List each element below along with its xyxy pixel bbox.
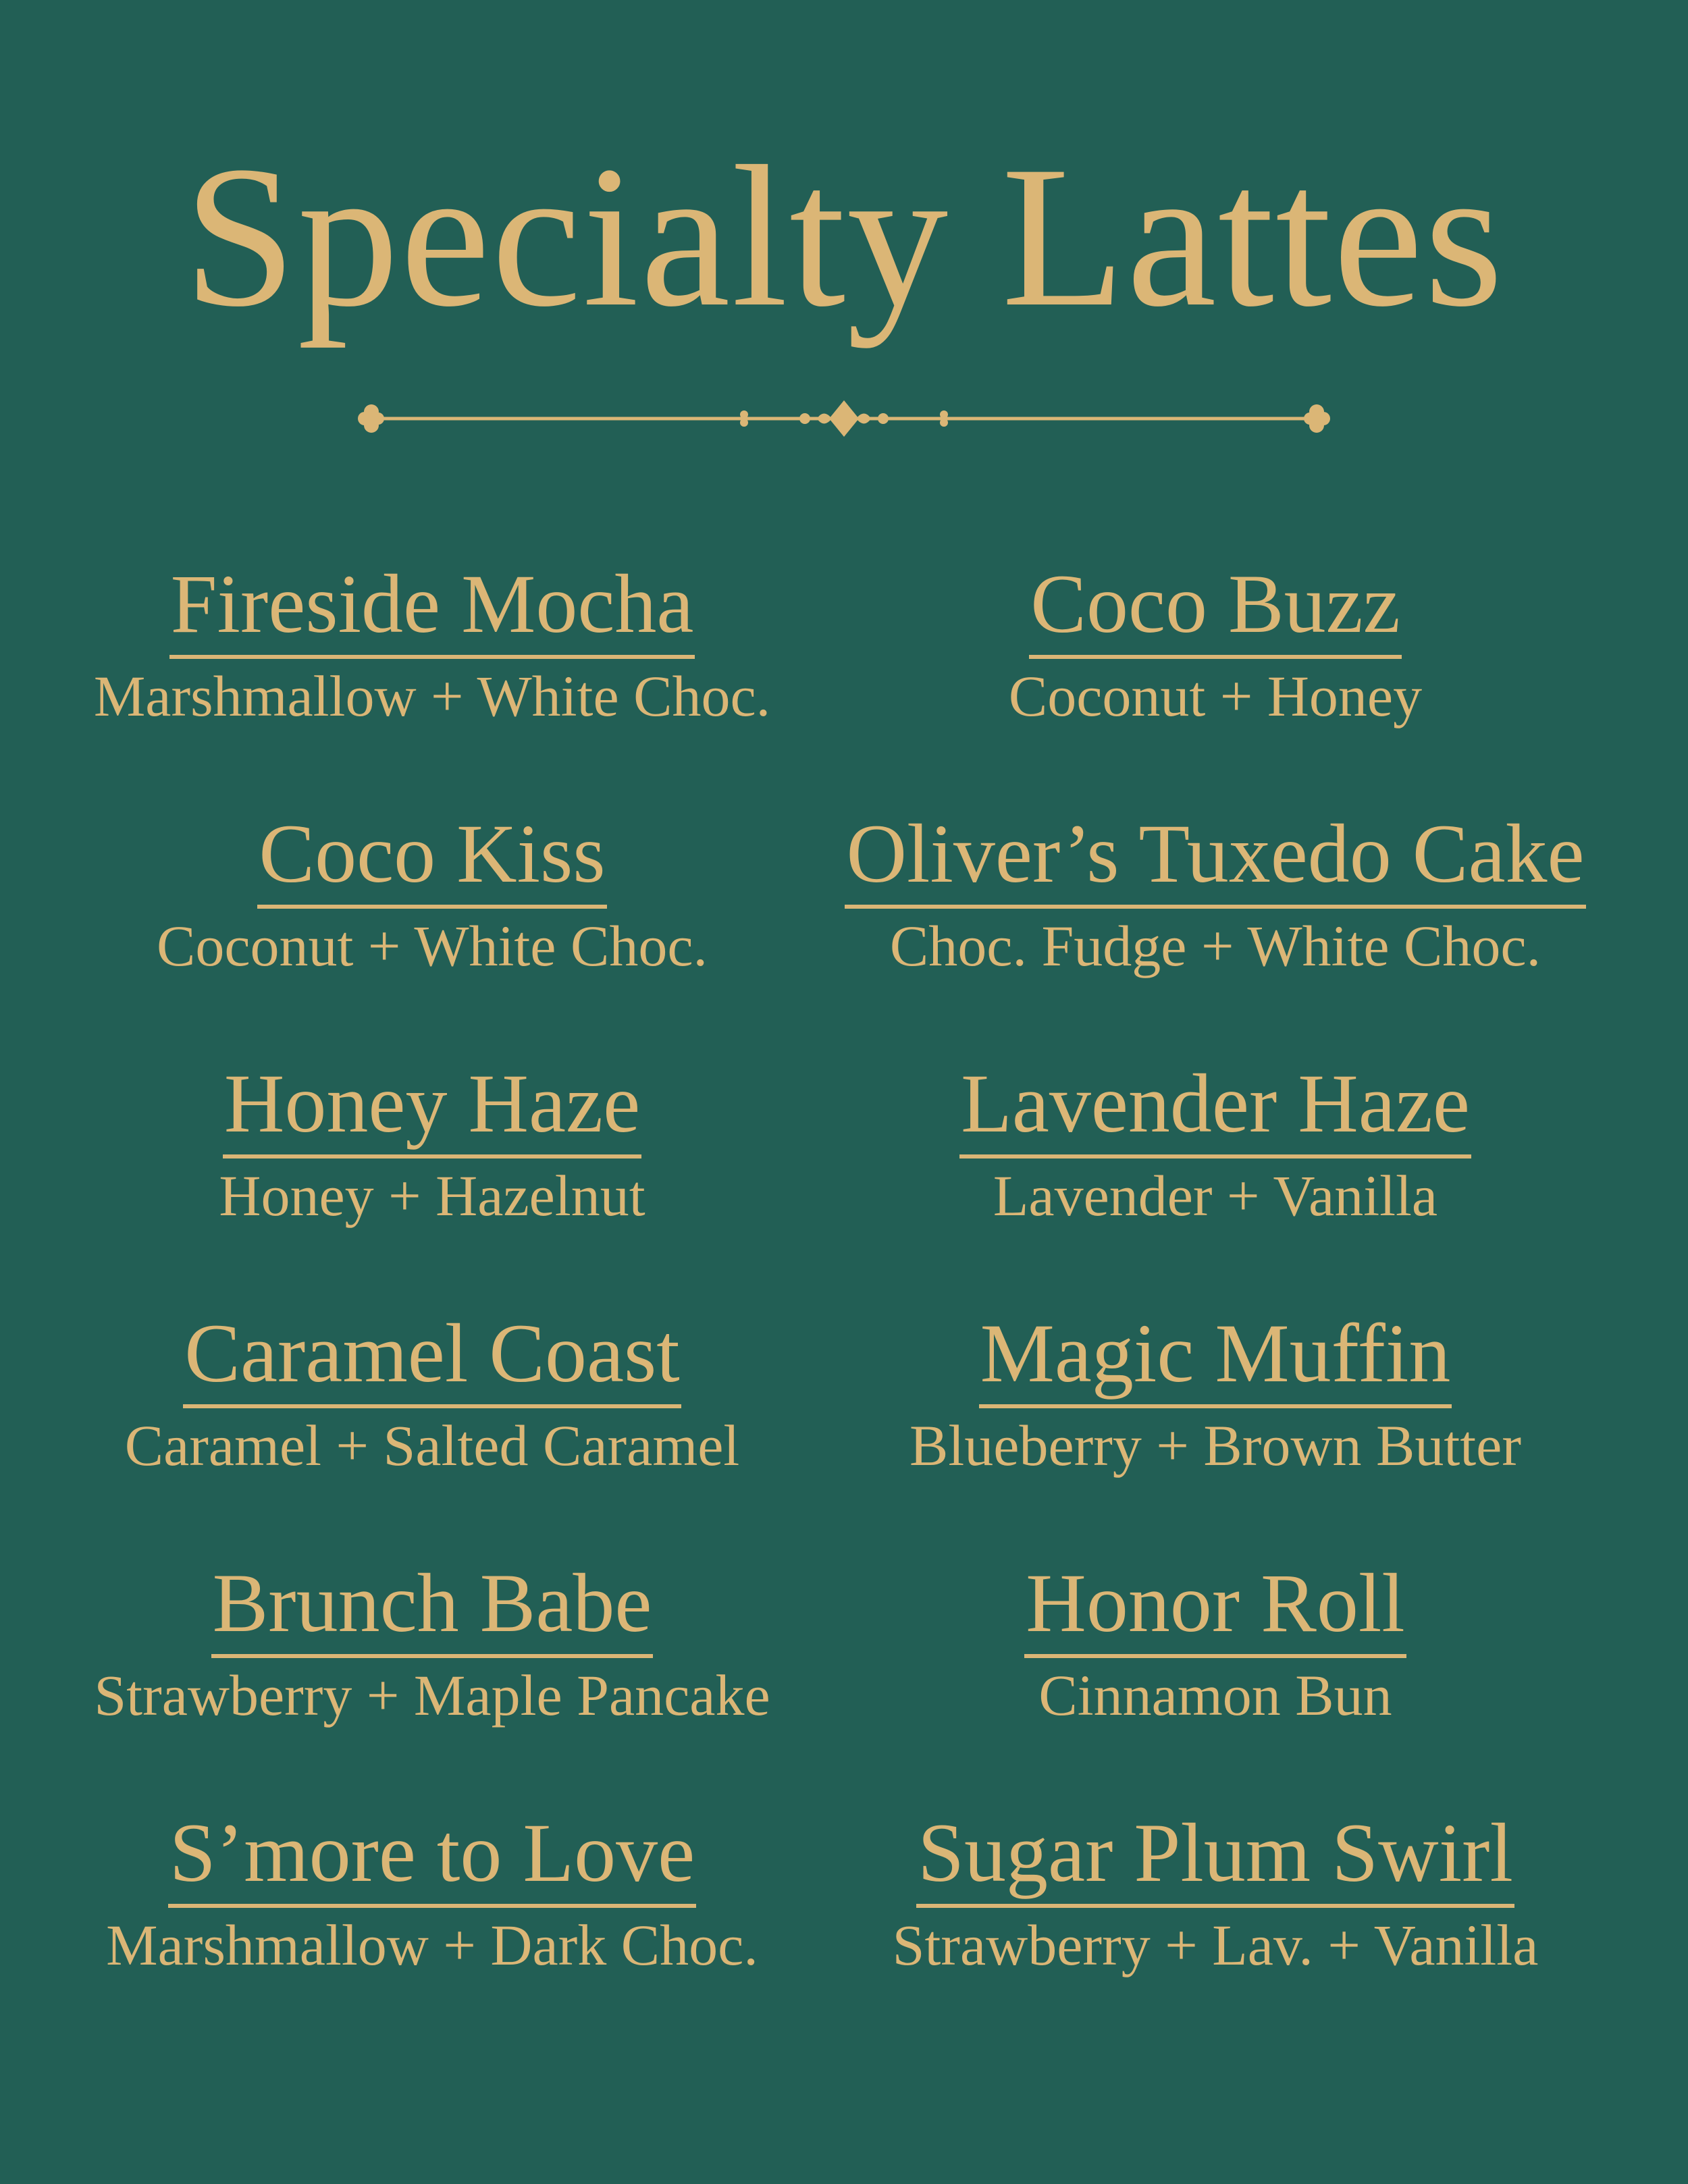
ornamental-divider (351, 395, 1337, 442)
latte-flavors: Lavender + Vanilla (993, 1163, 1438, 1228)
latte-flavors: Marshmallow + White Choc. (93, 664, 771, 728)
latte-name: Caramel Coast (183, 1303, 681, 1408)
latte-name: Brunch Babe (211, 1553, 654, 1658)
latte-flavors: Strawberry + Lav. + Vanilla (892, 1913, 1539, 1977)
latte-name: Fireside Mocha (169, 554, 695, 659)
latte-flavors: Blueberry + Brown Butter (909, 1413, 1521, 1478)
latte-item-coco-buzz (797, 554, 1634, 733)
latte-name: Sugar Plum Swirl (916, 1803, 1514, 1908)
latte-name: Coco Kiss (257, 803, 606, 909)
latte-item-brunch-babe (14, 1553, 851, 1732)
latte-flavors: Caramel + Salted Caramel (124, 1413, 740, 1478)
latte-flavors: Honey + Hazelnut (219, 1163, 645, 1228)
latte-item-magic-muffin (797, 1303, 1634, 1483)
latte-item-fireside-mocha (14, 554, 851, 733)
latte-name: Lavender Haze (959, 1053, 1471, 1158)
latte-flavors: Marshmallow + Dark Choc. (106, 1913, 758, 1977)
latte-flavors: Coconut + Honey (1008, 664, 1423, 728)
latte-item-coco-kiss (14, 803, 851, 983)
latte-name: Oliver’s Tuxedo Cake (845, 803, 1585, 909)
latte-item-smore-to-love (14, 1803, 851, 1982)
latte-item-olivers-tuxedo-cake (797, 803, 1634, 983)
latte-name: Coco Buzz (1029, 554, 1402, 659)
latte-item-lavender-haze (797, 1053, 1634, 1233)
latte-item-honor-roll (797, 1553, 1634, 1732)
latte-name: Honey Haze (223, 1053, 641, 1158)
latte-flavors: Strawberry + Maple Pancake (94, 1663, 770, 1728)
latte-item-caramel-coast (14, 1303, 851, 1483)
latte-name: Magic Muffin (979, 1303, 1452, 1408)
latte-flavors: Coconut + White Choc. (156, 913, 708, 978)
latte-flavors: Cinnamon Bun (1038, 1663, 1392, 1728)
page-title: Specialty Lattes (183, 124, 1505, 348)
latte-name: Honor Roll (1024, 1553, 1406, 1658)
latte-item-sugar-plum-swirl (797, 1803, 1634, 1982)
latte-item-honey-haze (14, 1053, 851, 1233)
latte-name: S’more to Love (168, 1803, 696, 1908)
latte-flavors: Choc. Fudge + White Choc. (889, 913, 1541, 978)
